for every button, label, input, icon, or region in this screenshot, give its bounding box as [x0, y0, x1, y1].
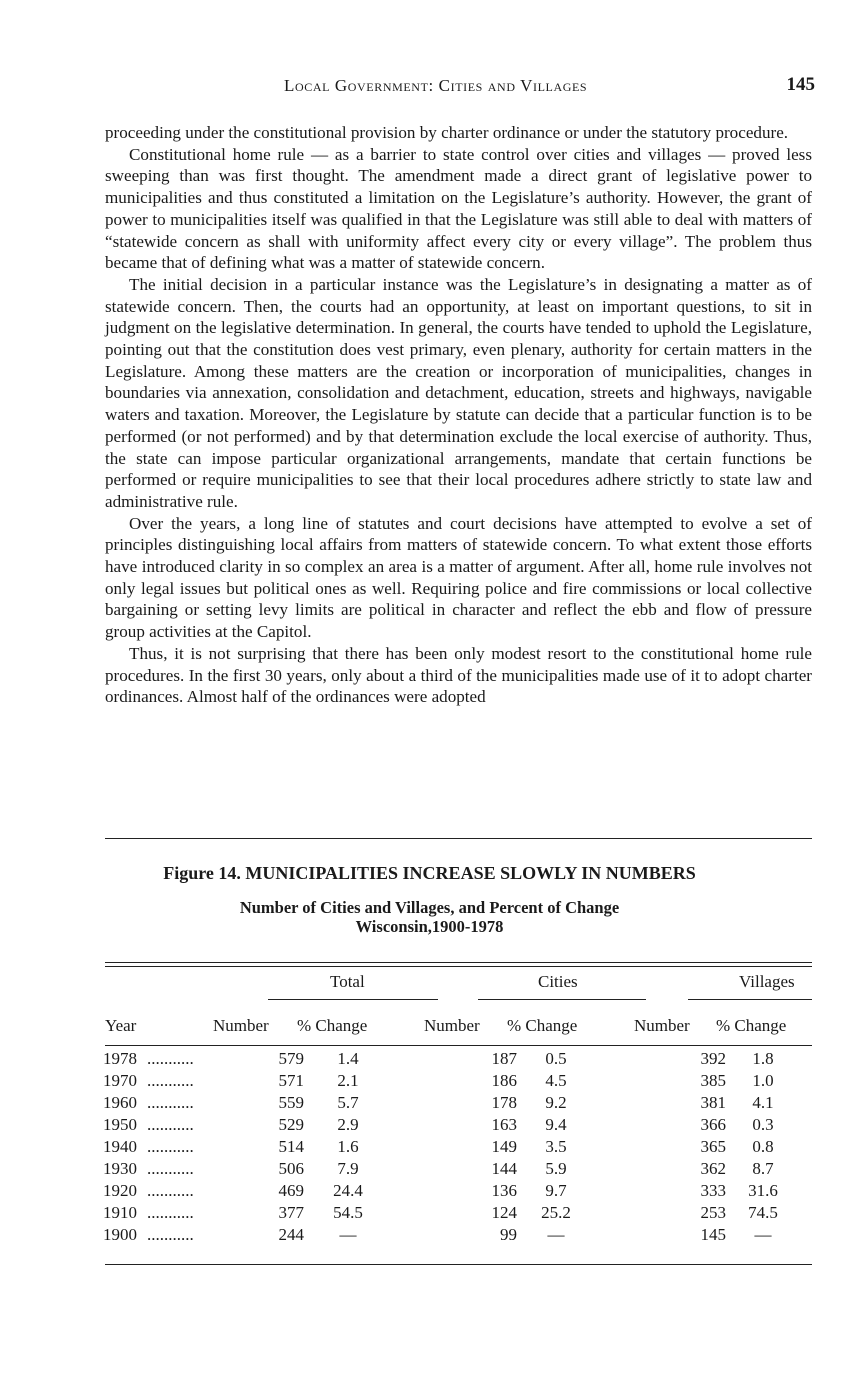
- cell-total-number: 559: [278, 1093, 304, 1112]
- paragraph: Thus, it is not surprising that there has been only modest resort to the constitutional home rule procedures. In the first 30 years, only about a third of the municipalities made use of it to adopt charter ordinances. Almost half of the ordinances were adopted: [105, 643, 812, 707]
- cell-total-pct: 2.1: [337, 1071, 359, 1090]
- cell-leader-dots: ...........: [147, 1115, 194, 1134]
- cell-cities-number: 149: [491, 1137, 517, 1156]
- cell-cities-pct: 9.7: [545, 1181, 567, 1200]
- page-number: 145: [786, 74, 815, 95]
- cell-year: 1920: [103, 1181, 137, 1200]
- col-header-cities-pct: % Change: [507, 1016, 578, 1035]
- cell-cities-pct: 5.9: [545, 1159, 567, 1178]
- group-underline-villages: [688, 999, 812, 1000]
- cell-cities-number: 178: [491, 1093, 517, 1112]
- table-row: [103, 1137, 813, 1159]
- table-row: [103, 1159, 813, 1181]
- cell-cities-number: 99: [500, 1225, 517, 1244]
- cell-cities-pct: 25.2: [541, 1203, 571, 1222]
- group-underline-total: [268, 999, 438, 1000]
- cell-villages-pct: 1.0: [752, 1071, 774, 1090]
- table-row: [103, 1181, 813, 1203]
- cell-total-pct: 24.4: [333, 1181, 363, 1200]
- cell-leader-dots: ...........: [147, 1159, 194, 1178]
- cell-year: 1960: [103, 1093, 137, 1112]
- paragraph: The initial decision in a particular instance was the Legislature’s in designating a matter as of statewide concern. Then, the courts had an opportunity, at least on important questions, to sit in judgment on the legislative determination. In general, the courts have tended to uphold the Legislature, pointing out that the constitution does vest primary, even plenary, authority for certain matters in the Legislature. Among these matters are the creation or incorporation of municipalities, changes in boundaries via annexation, consolidation and detachment, education, streets and highways, navigable waters and taxation. Moreover, the Legislature by statute can decide that a particular function is to be performed (or not performed) and by that determination exclude the local exercise of authority. Thus, the state can impose particular organizational arrangements, mandate that certain functions be performed or require municipalities to see that their local procedures adhere strictly to state law and administrative rule.: [105, 274, 812, 511]
- cell-year: 1950: [103, 1115, 137, 1134]
- cell-total-pct: 7.9: [337, 1159, 359, 1178]
- figure-subtitle: [0, 898, 859, 936]
- cell-year: 1910: [103, 1203, 137, 1222]
- table-top-rule-2: [105, 966, 812, 967]
- cell-cities-number: 187: [491, 1049, 517, 1068]
- cell-leader-dots: ...........: [147, 1049, 194, 1068]
- figure-subtitle-line1: Number of Cities and Villages, and Percent of Change: [239, 898, 620, 917]
- cell-total-number: 377: [278, 1203, 304, 1222]
- cell-cities-pct: —: [547, 1225, 565, 1244]
- cell-villages-number: 253: [700, 1203, 726, 1222]
- col-header-cities-number: Number: [424, 1016, 480, 1035]
- cell-cities-number: 163: [491, 1115, 517, 1134]
- table-top-rule: [105, 962, 812, 963]
- cell-total-number: 529: [278, 1115, 304, 1134]
- cell-villages-pct: 4.1: [752, 1093, 774, 1112]
- cell-total-pct: 1.6: [337, 1137, 359, 1156]
- cell-villages-pct: —: [754, 1225, 772, 1244]
- cell-cities-pct: 9.2: [545, 1093, 567, 1112]
- table-row: [103, 1049, 813, 1071]
- cell-year: 1940: [103, 1137, 137, 1156]
- cell-villages-number: 381: [700, 1093, 726, 1112]
- cell-cities-number: 124: [491, 1203, 517, 1222]
- cell-cities-pct: 9.4: [545, 1115, 567, 1134]
- cell-total-pct: 1.4: [337, 1049, 359, 1068]
- cell-cities-pct: 4.5: [545, 1071, 567, 1090]
- cell-leader-dots: ...........: [147, 1181, 194, 1200]
- group-header-cities: Cities: [538, 972, 578, 991]
- cell-year: 1930: [103, 1159, 137, 1178]
- table-row: [103, 1115, 813, 1137]
- cell-total-number: 571: [278, 1071, 304, 1090]
- cell-villages-number: 145: [700, 1225, 726, 1244]
- cell-cities-number: 186: [491, 1071, 517, 1090]
- cell-total-pct: 5.7: [337, 1093, 359, 1112]
- cell-cities-pct: 0.5: [545, 1049, 567, 1068]
- cell-cities-number: 144: [491, 1159, 517, 1178]
- cell-total-pct: 54.5: [333, 1203, 363, 1222]
- body-text: [105, 122, 812, 708]
- table-row: [103, 1093, 813, 1115]
- col-header-total-pct: % Change: [297, 1016, 368, 1035]
- cell-villages-number: 362: [700, 1159, 726, 1178]
- cell-year: 1970: [103, 1071, 137, 1090]
- cell-villages-pct: 8.7: [752, 1159, 774, 1178]
- cell-leader-dots: ...........: [147, 1137, 194, 1156]
- cell-villages-pct: 1.8: [752, 1049, 774, 1068]
- cell-villages-pct: 0.8: [752, 1137, 774, 1156]
- cell-villages-number: 385: [700, 1071, 726, 1090]
- cell-villages-number: 366: [700, 1115, 726, 1134]
- cell-year: 1978: [103, 1049, 137, 1068]
- cell-total-number: 244: [278, 1225, 304, 1244]
- cell-total-number: 579: [278, 1049, 304, 1068]
- cell-total-pct: 2.9: [337, 1115, 359, 1134]
- cell-total-number: 506: [278, 1159, 304, 1178]
- col-header-villages-number: Number: [634, 1016, 690, 1035]
- figure-subtitle-line2: Wisconsin,1900-1978: [355, 917, 504, 936]
- cell-leader-dots: ...........: [147, 1071, 194, 1090]
- paragraph: Constitutional home rule — as a barrier to state control over cities and villages — proved less sweeping than was first thought. The amendment made a direct grant of legislative power to municipalities and thus constituted a limitation on the Legislature’s authority. However, the grant of power to municipalities itself was qualified in that the Legislature was still able to deal with matters of “statewide concern as shall with uniformity affect every city or every village”. The problem thus became that of defining what was a matter of statewide concern.: [105, 144, 812, 273]
- cell-villages-number: 365: [700, 1137, 726, 1156]
- cell-leader-dots: ...........: [147, 1225, 194, 1244]
- group-header-total: Total: [330, 972, 365, 991]
- group-header-villages: Villages: [739, 972, 795, 991]
- table-row: [103, 1203, 813, 1225]
- cell-cities-number: 136: [491, 1181, 517, 1200]
- col-header-year: Year: [105, 1016, 137, 1035]
- cell-villages-pct: 31.6: [748, 1181, 778, 1200]
- table-header-rule: [105, 1045, 812, 1046]
- paragraph: proceeding under the constitutional provision by charter ordinance or under the statutory procedure.: [105, 123, 789, 142]
- page-header: [0, 74, 859, 100]
- figure-title: Figure 14. MUNICIPALITIES INCREASE SLOWLY IN NUMBERS: [163, 863, 696, 883]
- cell-leader-dots: ...........: [147, 1093, 194, 1112]
- table-row: [103, 1071, 813, 1093]
- col-header-villages-pct: % Change: [716, 1016, 787, 1035]
- table-bottom-rule: [105, 1264, 812, 1265]
- table-body: [103, 1049, 813, 1247]
- cell-year: 1900: [103, 1225, 137, 1244]
- cell-villages-pct: 0.3: [752, 1115, 774, 1134]
- cell-total-number: 514: [278, 1137, 304, 1156]
- group-underline-cities: [478, 999, 646, 1000]
- paragraph: Over the years, a long line of statutes and court decisions have attempted to evolve a set of principles distinguishing local affairs from matters of statewide concern. To what extent those efforts have introduced clarity in so complex an area is a matter of argument. After all, home rule involves not only legal issues but political ones as well. Requiring police and fire commissions or local collective bargaining or setting levy limits are political in character and reflect the ebb and flow of pressure group activities at the Capitol.: [105, 513, 812, 642]
- cell-villages-number: 333: [700, 1181, 726, 1200]
- cell-cities-pct: 3.5: [545, 1137, 567, 1156]
- cell-villages-number: 392: [700, 1049, 726, 1068]
- section-divider: [105, 838, 812, 839]
- cell-leader-dots: ...........: [147, 1203, 194, 1222]
- col-header-total-number: Number: [213, 1016, 269, 1035]
- cell-total-pct: —: [339, 1225, 357, 1244]
- cell-villages-pct: 74.5: [748, 1203, 778, 1222]
- table-row: [103, 1225, 813, 1247]
- cell-total-number: 469: [278, 1181, 304, 1200]
- running-title: Local Government: Cities and Villages: [284, 76, 588, 95]
